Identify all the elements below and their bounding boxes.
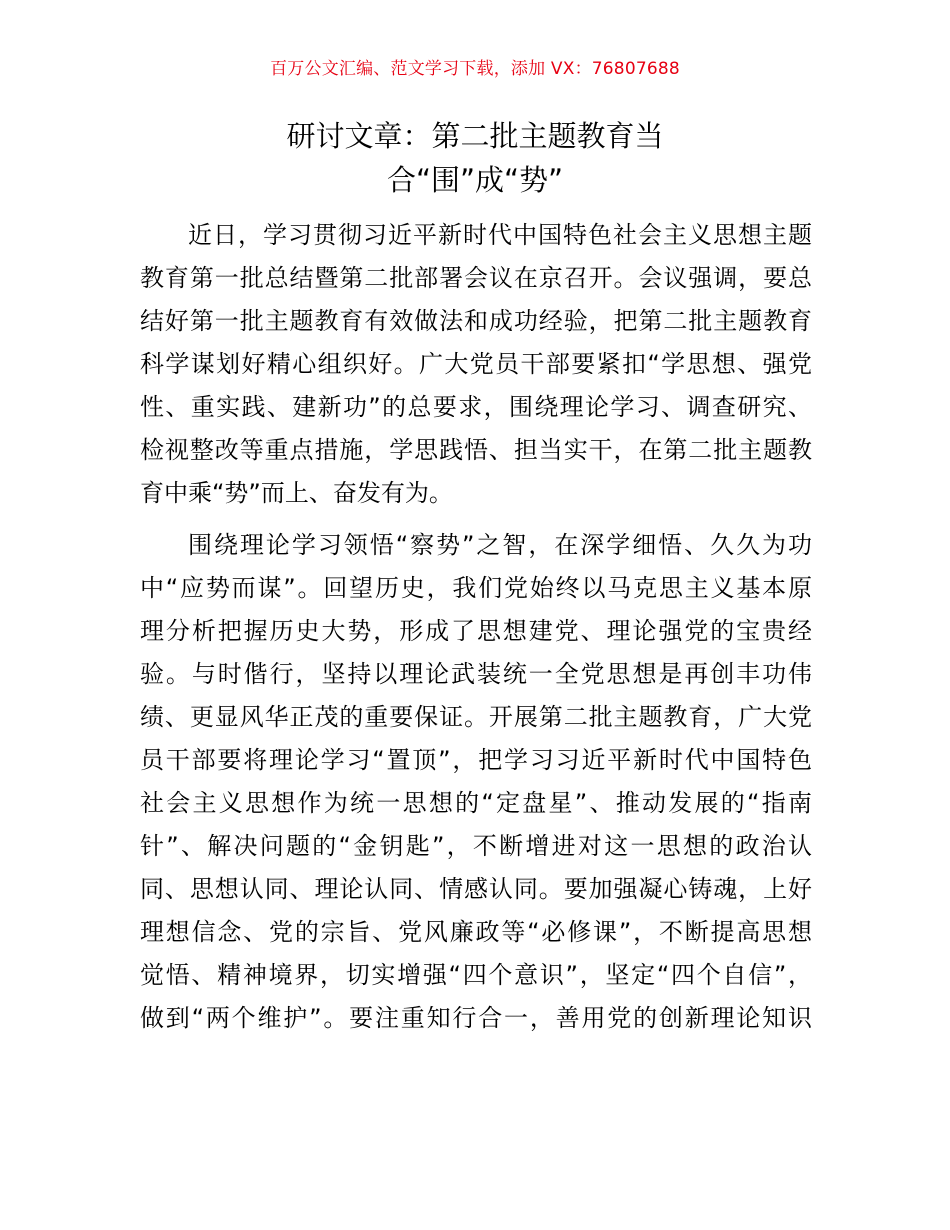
- text-line: 绩、更显风华正茂的重要保证。开展第二批主题教育，广大党: [140, 703, 812, 731]
- text-line: 针”、解决问题的“金钥匙”，不断增进对这一思想的政治认: [140, 832, 812, 860]
- text-line: 教育第一批总结暨第二批部署会议在京召开。会议强调，要总: [140, 264, 812, 292]
- title-line-1: 研讨文章：第二批主题教育当: [286, 119, 664, 153]
- text-line: 做到“两个维护”。要注重知行合一，善用党的创新理论知识: [140, 1004, 812, 1032]
- text-line: 社会主义思想作为统一思想的“定盘星”、推动发展的“指南: [140, 789, 812, 817]
- document-body: [140, 214, 812, 1040]
- text-line: 员干部要将理论学习“置顶”，把学习习近平新时代中国特色: [140, 746, 812, 774]
- text-line: 结好第一批主题教育有效做法和成功经验，把第二批主题教育: [140, 307, 812, 335]
- text-line: 理分析把握历史大势，形成了思想建党、理论强党的宝贵经: [140, 617, 812, 645]
- document-title: [0, 114, 950, 202]
- paragraph-1: [140, 214, 812, 515]
- text-line: 理想信念、党的宗旨、党风廉政等“必修课”，不断提高思想: [140, 918, 812, 946]
- text-line: 觉悟、精神境界，切实增强“四个意识”，坚定“四个自信”，: [140, 961, 812, 989]
- text-line: 性、重实践、建新功”的总要求，围绕理论学习、调查研究、: [140, 393, 812, 421]
- text-line: 中“应势而谋”。回望历史，我们党始终以马克思主义基本原: [140, 574, 812, 602]
- text-line: 科学谋划好精心组织好。广大党员干部要紧扣“学思想、强党: [140, 350, 812, 378]
- text-line: 检视整改等重点措施，学思践悟、担当实干，在第二批主题教: [140, 436, 812, 464]
- text-line: 验。与时偕行，坚持以理论武装统一全党思想是再创丰功伟: [140, 660, 812, 688]
- title-line-2: 合“围”成“势”: [386, 163, 564, 197]
- paragraph-2: [140, 524, 812, 1040]
- paragraph-spacer: [140, 515, 812, 524]
- text-line: 近日，学习贯彻习近平新时代中国特色社会主义思想主题: [188, 221, 812, 249]
- text-line: 育中乘“势”而上、奋发有为。: [140, 479, 453, 507]
- text-line: 同、思想认同、理论认同、情感认同。要加强凝心铸魂，上好: [140, 875, 812, 903]
- text-line: 围绕理论学习领悟“察势”之智，在深学细悟、久久为功: [188, 531, 812, 559]
- watermark-header: 百万公文汇编、范文学习下载，添加 VX：76807688: [270, 59, 680, 79]
